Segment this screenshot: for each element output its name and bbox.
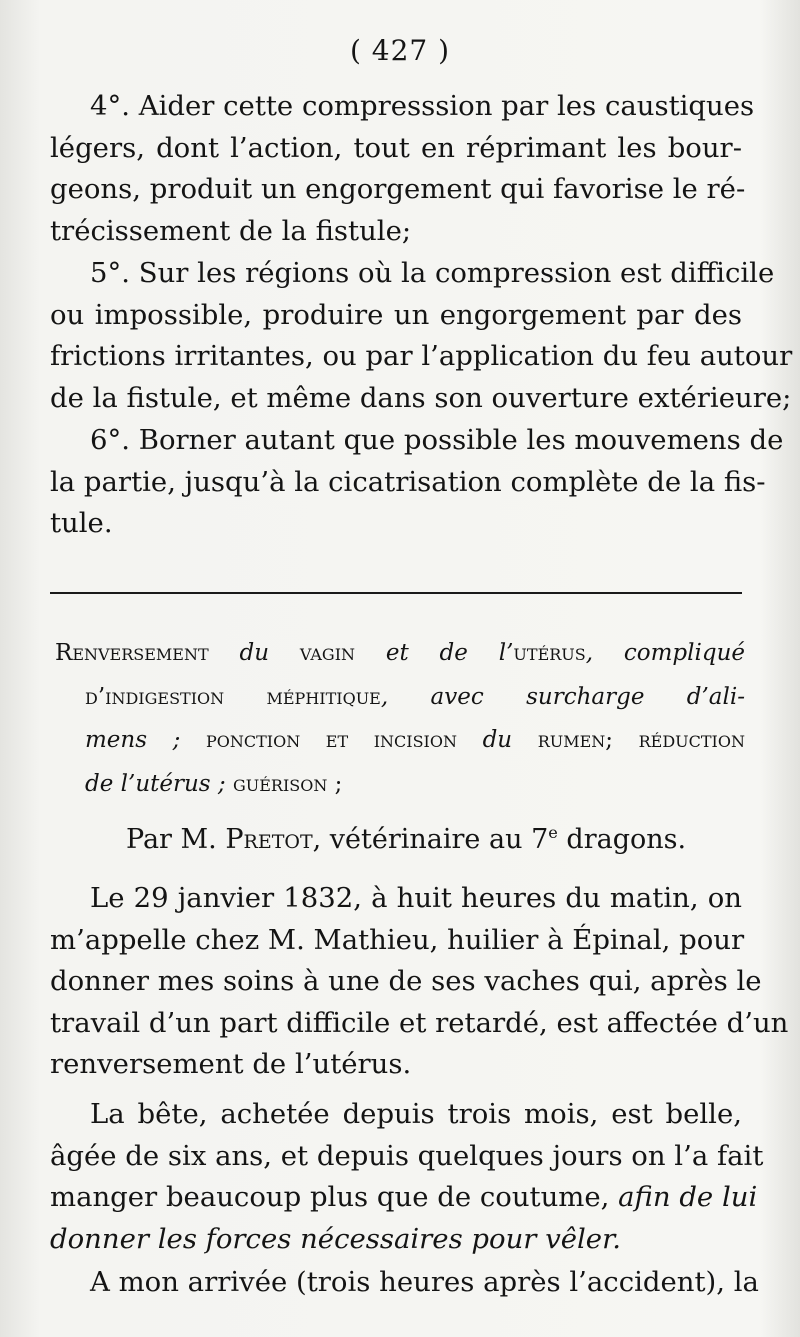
text-line: tule. — [50, 507, 113, 540]
text-line: ou impossible, produire un engorgement par des — [50, 298, 742, 331]
title-line: d’indigestion méphitique, avec surcharge d’ali- — [85, 683, 745, 710]
text-line: A mon arrivée (trois heures après l’accident), la — [90, 1266, 759, 1298]
article-title — [55, 632, 745, 806]
text-line: 4°. Aider cette compresssion par les caustiques — [90, 90, 755, 122]
page-number: ( 427 ) — [349, 34, 451, 67]
text-line: renversement de l’utérus. — [50, 1048, 412, 1081]
text-line: m’appelle chez M. Mathieu, huilier à Épinal, pour — [50, 923, 745, 956]
paragraph-point-5 — [50, 253, 793, 419]
text-line: geons, produit un engorgement qui favorise le ré- — [50, 173, 746, 206]
text-line: Le 29 janvier 1832, à huit heures du matin, on — [90, 882, 742, 914]
text-line: 5°. Sur les régions où la compression est difficile — [90, 257, 775, 289]
paragraph-intro — [50, 878, 789, 1086]
text-line: la partie, jusqu’à la cicatrisation complète de la fis- — [50, 465, 766, 498]
text-line: frictions irritantes, ou par l’application du feu autour — [50, 340, 793, 373]
text-line: légers, dont l’action, tout en réprimant les bour- — [50, 131, 742, 164]
title-line: Renversement du vagin et de l’utérus, compliqué — [55, 640, 746, 666]
text-line: donner mes soins à une de ses vaches qui, après le — [50, 965, 762, 998]
text-line: âgée de six ans, et depuis quelques jours on l’a fait — [50, 1139, 764, 1172]
text-line: La bête, achetée depuis trois mois, est belle, — [90, 1098, 742, 1130]
text-line: manger beaucoup plus que de coutume, afin de lui — [50, 1181, 758, 1214]
author-name: Pretot — [225, 824, 313, 855]
paragraph-point-4 — [50, 86, 755, 252]
title-line: de l’utérus ; guérison ; — [85, 770, 343, 797]
paragraph-animal — [50, 1094, 764, 1260]
text-line: donner les forces nécessaires pour vêler. — [50, 1222, 621, 1255]
text-line: travail d’un part difficile et retardé, est affectée d’un — [50, 1006, 789, 1039]
text-line: de la fistule, et même dans son ouverture extérieure; — [50, 381, 792, 414]
text-line: 6°. Borner autant que possible les mouvemens de — [90, 424, 784, 456]
paragraph-arrival — [50, 1262, 759, 1304]
title-line: mens ; ponction et incision du rumen; réduction — [85, 727, 745, 753]
text-line: trécissement de la fistule; — [50, 214, 412, 247]
paragraph-point-6 — [50, 420, 784, 545]
author-byline: Par M. Pretot, vétérinaire au 7e dragons. — [126, 823, 687, 855]
section-divider — [50, 592, 742, 594]
